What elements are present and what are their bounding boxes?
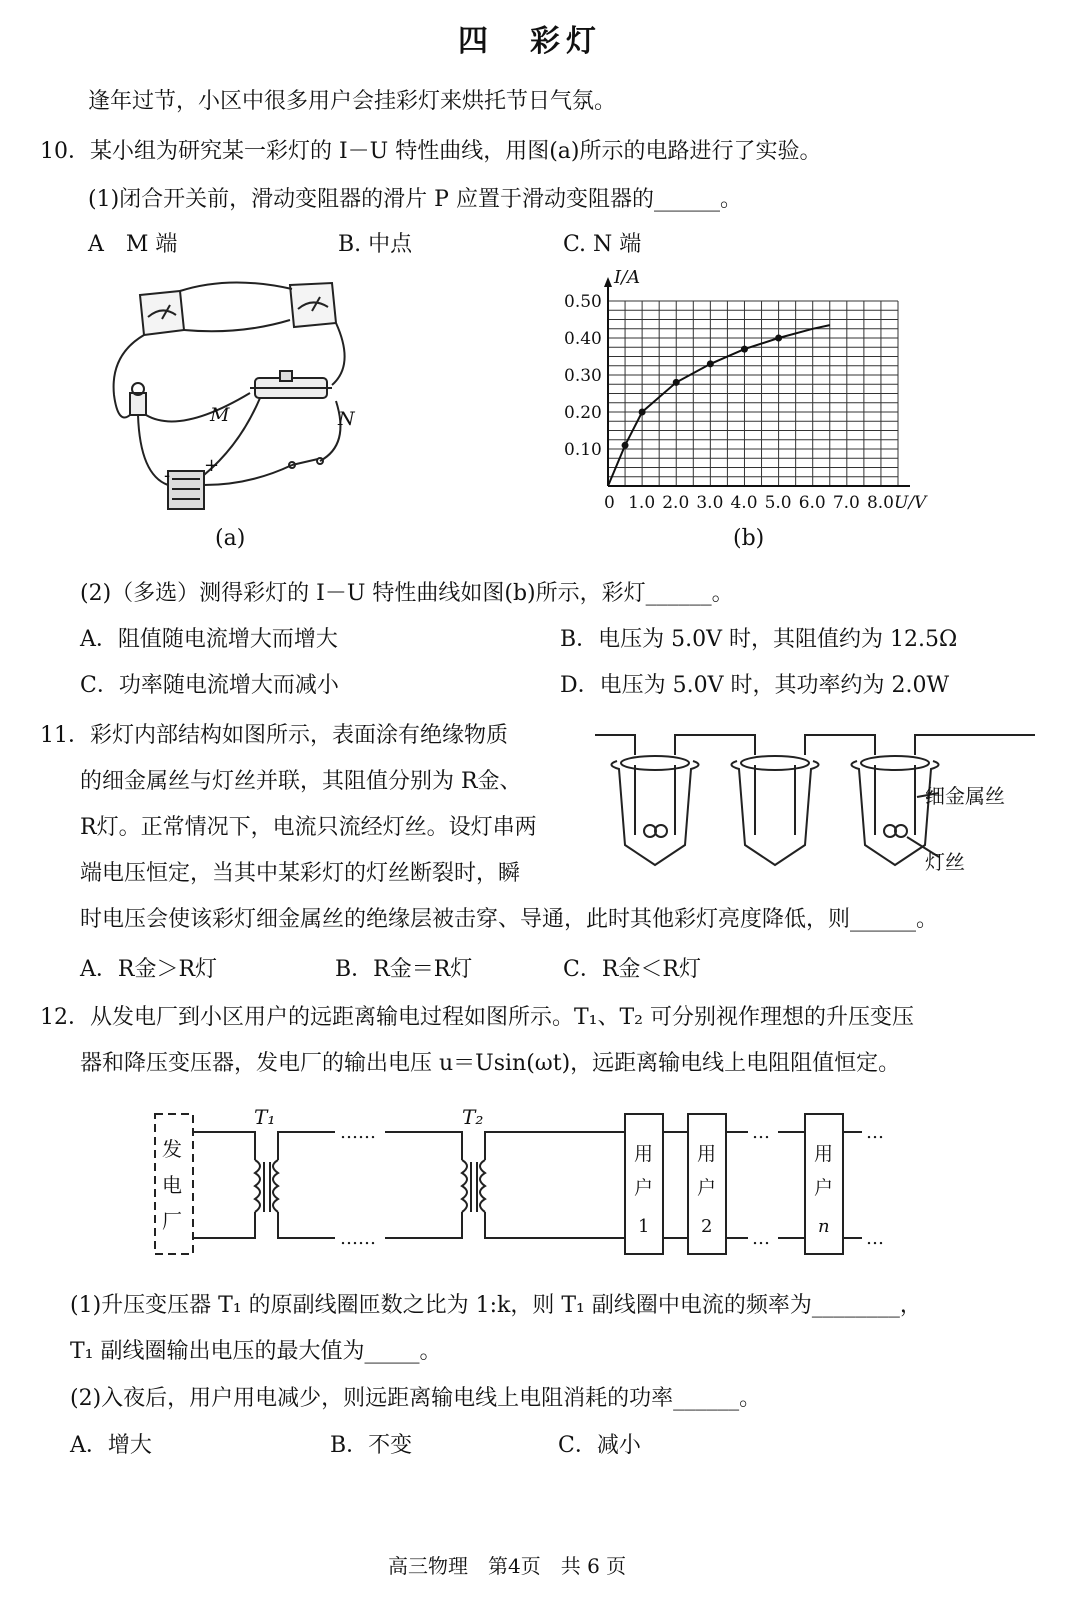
q12-stem-line1: 12．从发电厂到小区用户的远距离输电过程如图所示。T₁、T₂ 可分别视作理想的升压变压 — [40, 1005, 914, 1030]
y-axis-label: I/A — [614, 267, 641, 288]
q11-option-b: B．R金＝R灯 — [335, 957, 473, 982]
iu-curve — [608, 325, 830, 486]
user-2-number: 2 — [701, 1216, 713, 1237]
user-n-char-2: 户 — [814, 1177, 834, 1199]
q12-part2: (2)入夜后，用户用电减少，则远距离输电线上电阻消耗的功率______。 — [70, 1386, 762, 1411]
user-1-char-2: 户 — [634, 1177, 654, 1199]
q10-option-c: C. N 端 — [563, 232, 642, 257]
user-2-char-1: 用 — [697, 1143, 717, 1165]
section-intro: 逢年过节，小区中很多用户会挂彩灯来烘托节日气氛。 — [88, 89, 617, 114]
y-tick-label: 0.10 — [564, 440, 602, 460]
data-point — [775, 335, 782, 342]
q11-line2: 的细金属丝与灯丝并联，其阻值分别为 R金、 — [80, 769, 522, 794]
q10-option-b: B. 中点 — [338, 232, 413, 257]
q11-line3: R灯。正常情况下，电流只流经灯丝。设灯串两 — [80, 815, 537, 840]
circuit-figure-a — [100, 275, 380, 520]
dots-bottom-1: …… — [340, 1228, 376, 1249]
q10-p2-option-d: D．电压为 5.0V 时，其功率约为 2.0W — [560, 673, 950, 698]
q12-stem-line2: 器和降压变压器，发电厂的输出电压 u＝Usin(ωt)，远距离输电线上电阻阻值恒定。 — [80, 1051, 901, 1076]
q10-p2-option-c: C．功率随电流增大而减小 — [80, 673, 339, 698]
y-tick-label: 0.40 — [564, 329, 602, 349]
page-footer: 高三物理 第4页 共 6 页 — [388, 1554, 627, 1578]
label-m: M — [210, 404, 230, 426]
x-tick-label: 3.0 — [696, 493, 724, 513]
x-tick-label: 6.0 — [798, 493, 826, 513]
label-fine-wire: 细金属丝 — [925, 784, 1005, 808]
iu-chart — [560, 268, 940, 518]
dots-bottom-3: … — [866, 1228, 884, 1249]
section-title: 四 彩灯 — [458, 24, 602, 59]
y-tick-label: 0.50 — [564, 292, 602, 312]
q12-part1-line1: (1)升压变压器 T₁ 的原副线圈匝数之比为 1:k，则 T₁ 副线圈中电流的频率为________， — [70, 1293, 922, 1318]
y-axis-arrow — [604, 277, 612, 287]
q11-line5: 时电压会使该彩灯细金属丝的绝缘层被击穿、导通，此时其他彩灯亮度降低，则______。 — [80, 907, 939, 932]
label-plus: + — [204, 455, 220, 476]
y-tick-label: 0.20 — [564, 403, 602, 423]
data-point — [639, 409, 646, 416]
user-1-number: 1 — [638, 1216, 650, 1237]
q10-part2: (2)（多选）测得彩灯的 I－U 特性曲线如图(b)所示，彩灯______。 — [80, 581, 734, 606]
q11-line1: 11．彩灯内部结构如图所示，表面涂有绝缘物质 — [40, 723, 508, 748]
x-tick-label: 5.0 — [764, 493, 792, 513]
user-n-char-1: 用 — [814, 1143, 834, 1165]
data-point — [707, 360, 714, 367]
y-tick-label: 0.30 — [564, 366, 602, 386]
x-tick-label: 0 — [604, 493, 615, 513]
q10-p2-option-b: B．电压为 5.0V 时，其阻值约为 12.5Ω — [560, 627, 958, 652]
plant-char-3: 厂 — [162, 1209, 182, 1233]
figure-b-caption: (b) — [733, 526, 765, 551]
x-tick-label: 8.0 — [866, 493, 894, 513]
user-1-char-1: 用 — [634, 1143, 654, 1165]
x-tick-label: 4.0 — [730, 493, 758, 513]
q10-option-a: A M 端 — [88, 232, 178, 257]
x-axis-label: U/V — [894, 493, 927, 513]
label-filament: 灯丝 — [925, 850, 965, 874]
dots-top-3: … — [866, 1122, 884, 1143]
q12-option-c: C．减小 — [558, 1433, 641, 1458]
data-point — [741, 346, 748, 353]
label-t1: T₁ — [254, 1105, 276, 1129]
x-tick-label: 7.0 — [832, 493, 860, 513]
dots-bottom-2: … — [752, 1228, 770, 1249]
label-n: N — [338, 408, 355, 430]
transmission-diagram — [150, 1100, 910, 1260]
label-minus: - — [164, 465, 171, 486]
q10-stem: 10．某小组为研究某一彩灯的 I－U 特性曲线，用图(a)所示的电路进行了实验。 — [40, 139, 822, 164]
user-2-char-2: 户 — [697, 1177, 717, 1199]
q12-option-a: A．增大 — [70, 1433, 152, 1458]
figure-a-caption: (a) — [215, 526, 246, 551]
q10-part1: (1)闭合开关前，滑动变阻器的滑片 P 应置于滑动变阻器的______。 — [88, 187, 742, 212]
q11-option-a: A．R金＞R灯 — [80, 957, 218, 982]
q11-line4: 端电压恒定，当其中某彩灯的灯丝断裂时，瞬 — [80, 861, 521, 886]
q11-option-c: C．R金＜R灯 — [563, 957, 701, 982]
x-tick-label: 1.0 — [628, 493, 656, 513]
dots-top-2: … — [752, 1122, 770, 1143]
x-tick-label: 2.0 — [662, 493, 690, 513]
dots-top-1: …… — [340, 1122, 376, 1143]
label-t2: T₂ — [462, 1105, 484, 1129]
data-point — [622, 442, 629, 449]
q12-part1-line2: T₁ 副线圈输出电压的最大值为_____。 — [70, 1339, 442, 1364]
plant-char-1: 发 — [162, 1137, 182, 1161]
plant-char-2: 电 — [162, 1173, 182, 1197]
q10-p2-option-a: A．阻值随电流增大而增大 — [80, 627, 338, 652]
bulb-structure-figure — [595, 725, 1035, 885]
data-point — [673, 379, 680, 386]
q12-option-b: B．不变 — [330, 1433, 413, 1458]
user-n-number: n — [818, 1216, 830, 1237]
